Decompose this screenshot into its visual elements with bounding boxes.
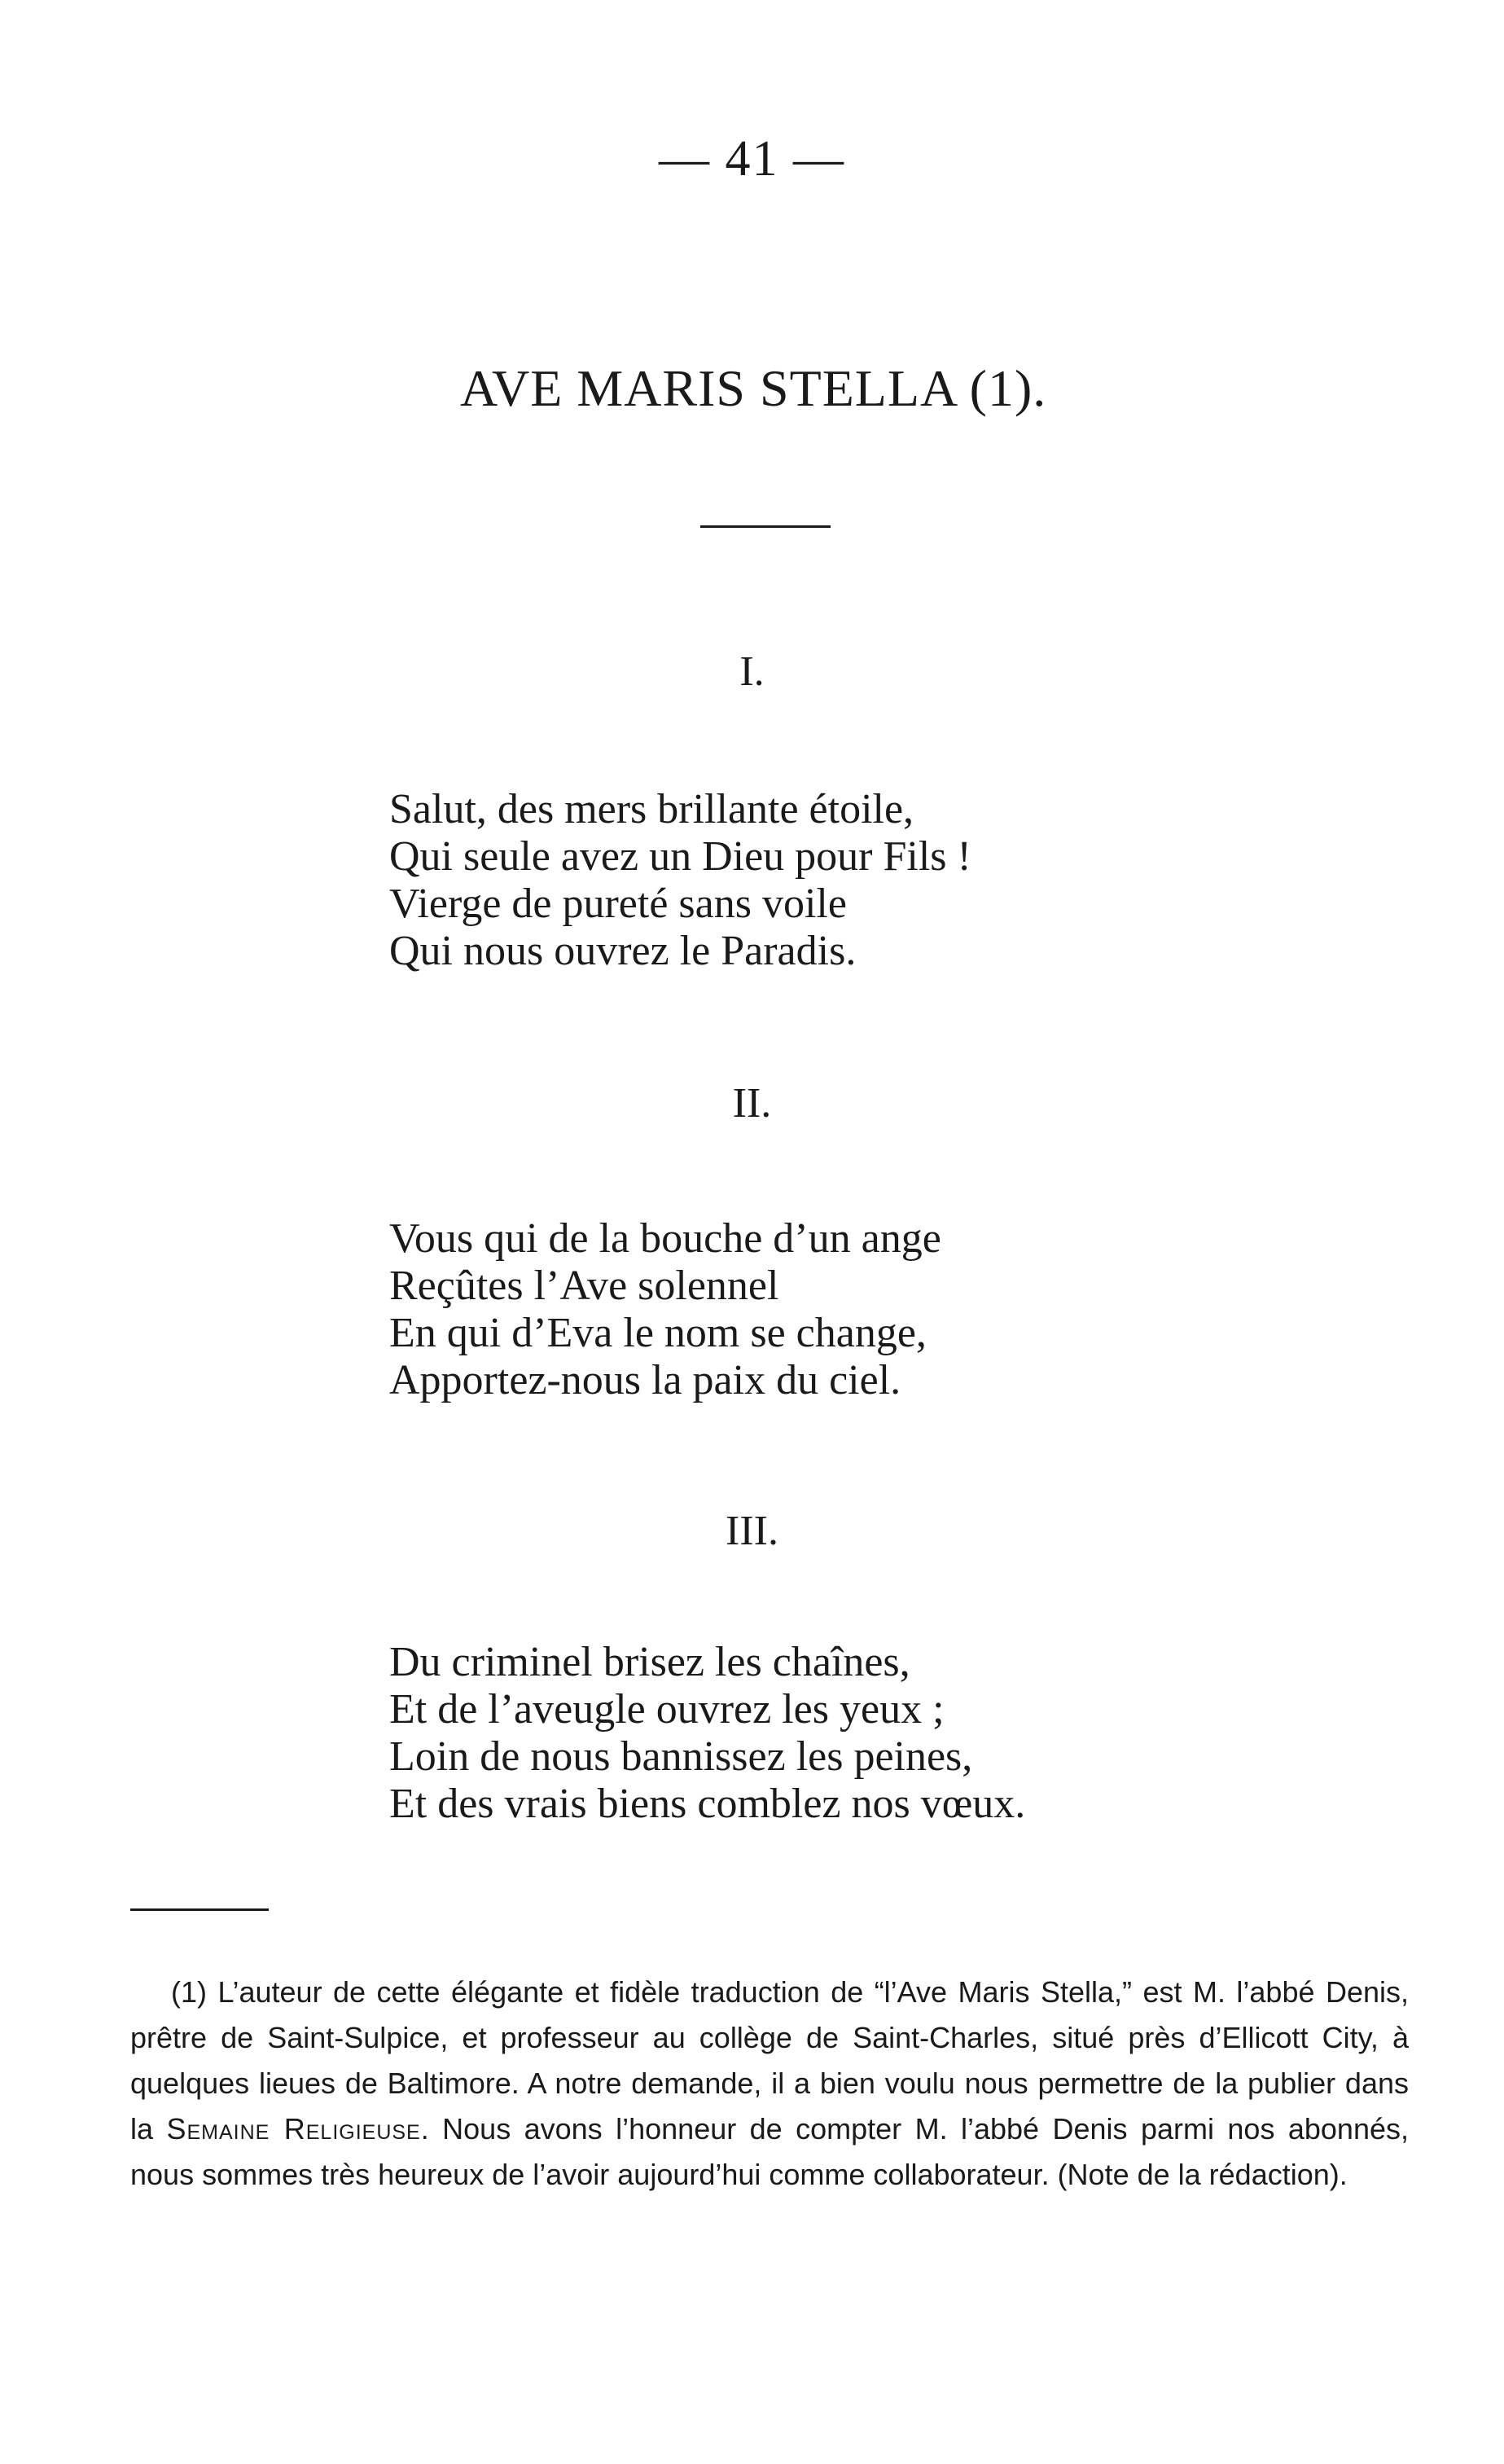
stanza-3 [389,1639,1025,1828]
stanza-line: Qui seule avez un Dieu pour Fils ! [389,833,971,880]
poem-title: AVE MARIS STELLA (1). [460,359,1047,417]
stanza-line: Vierge de pureté sans voile [389,881,847,927]
footnote-text-end: . Nous avons l’honneur de compter M. l’abbé Denis parmi nos abonnés, nous sommes très heureux de l’avoir aujourd’hui comme collaborateur. (Note de la rédaction). [130,2112,1409,2191]
stanza-line: Reçûtes l’Ave solennel [389,1263,779,1309]
stanza-2 [389,1215,941,1404]
stanza-line: Loin de nous bannissez les peines, [389,1733,973,1780]
footnote-divider [130,1908,269,1911]
footnote-publication-name: Semaine Religieuse [166,2112,421,2146]
title-divider [700,525,831,528]
stanza-numeral-3: III. [726,1508,778,1554]
stanza-numeral-2: II. [732,1080,772,1127]
stanza-line: Et de l’aveugle ouvrez les yeux ; [389,1686,945,1733]
footnote-text-start: (1) L’auteur de cette élégante et fidèle traduction de “l’Ave Maris Stella,” est M. l’abbé Denis, prêtre de Saint-Sulpice, et professeur au collège de Saint-Charles, situé près d’Ellicott City, à quelques lieues de Baltimore. A notre demande, il a bien voulu nous permettre de la publier dans la [130,1975,1409,2146]
stanza-line: En qui d’Eva le nom se change, [389,1310,927,1356]
stanza-numeral-1: I. [739,648,765,695]
stanza-line: Vous qui de la bouche d’un ange [389,1215,941,1262]
stanza-line: Qui nous ouvrez le Paradis. [389,928,857,974]
stanza-line: Salut, des mers brillante étoile, [389,786,914,832]
page-number: — 41 — [659,131,845,187]
footnote [130,1970,1409,2198]
stanza-1 [389,786,971,975]
stanza-line: Et des vrais biens comblez nos vœux. [389,1781,1026,1827]
stanza-line: Du criminel brisez les chaînes, [389,1639,910,1685]
stanza-line: Apportez-nous la paix du ciel. [389,1357,901,1403]
